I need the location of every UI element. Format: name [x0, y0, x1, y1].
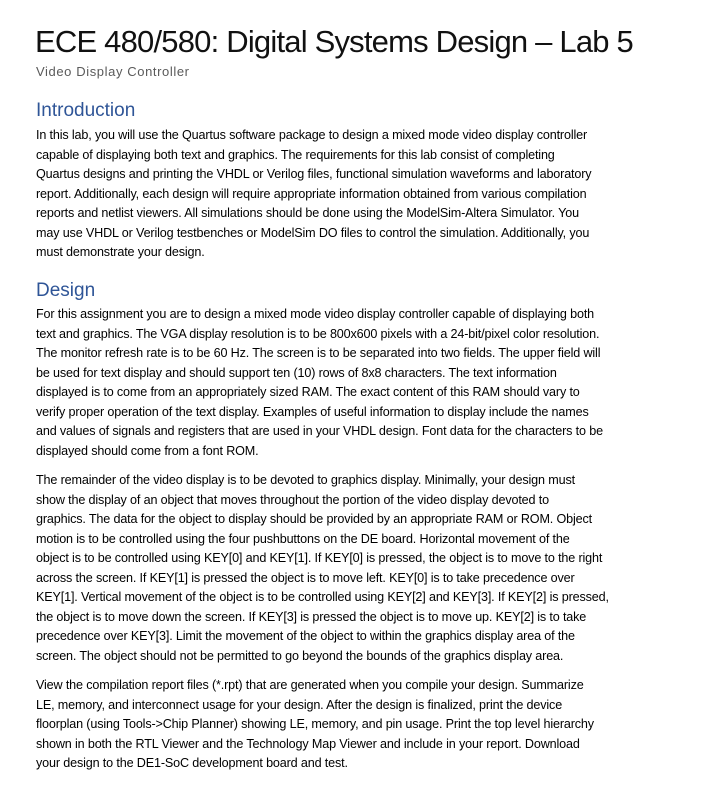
design-paragraph-graphics [36, 471, 609, 666]
text-line: screen. The object should not be permitted to go beyond the bounds of the graphics display area. [36, 648, 564, 663]
document-subtitle: Video Display Controller [36, 64, 190, 79]
design-paragraph-text-display [36, 305, 603, 461]
text-line: LE, memory, and interconnect usage for your design. After the design is finalized, print the device [36, 697, 563, 712]
text-line: verify proper operation of the text display. Examples of useful information to display include the names [36, 404, 589, 419]
text-line: and values of signals and registers that are used in your VHDL design. Font data for the characters to be [36, 424, 603, 438]
text-line: text and graphics. The VGA display resolution is to be 800x600 pixels with a 24-bit/pixel color resolution. [36, 326, 600, 341]
text-line: report. Additionally, each design will require appropriate information obtained from various compilation [36, 186, 587, 201]
text-line: be used for text display and should support ten (10) rows of 8x8 characters. The text information [36, 365, 557, 380]
design-paragraph-compilation [36, 676, 594, 774]
text-line: must demonstrate your design. [36, 245, 205, 259]
text-line: motion is to be controlled using the four pushbuttons on the DE board. Horizontal movement of the [36, 531, 570, 546]
text-line: The remainder of the video display is to be devoted to graphics display. Minimally, your design must [36, 473, 575, 487]
text-line: across the screen. If KEY[1] is pressed the object is to move left. KEY[0] is to take precedence over [36, 570, 575, 585]
text-line: The monitor refresh rate is to be 60 Hz. The screen is to be separated into two fields. The upper field will [36, 346, 601, 360]
text-line: For this assignment you are to design a mixed mode video display controller capable of displaying both [36, 307, 595, 321]
text-line: reports and netlist viewers. All simulations should be done using the ModelSim-Altera Simulator. You [36, 206, 579, 220]
text-line: your design to the DE1-SoC development board and test. [36, 756, 348, 770]
document-title: ECE 480/580: Digital Systems Design – Lab 5 [35, 24, 633, 59]
text-line: In this lab, you will use the Quartus software package to design a mixed mode video display controller [36, 128, 588, 142]
text-line: Quartus designs and printing the VHDL or Verilog files, functional simulation waveforms and laboratory [36, 167, 592, 181]
text-line: KEY[1]. Vertical movement of the object is to be controlled using KEY[2] and KEY[3]. If KEY[2] is pressed, [36, 590, 609, 604]
text-line: show the display of an object that moves throughout the portion of the video display devoted to [36, 492, 549, 507]
text-line: View the compilation report files (*.rpt) that are generated when you compile your design. Summarize [36, 678, 584, 692]
text-line: the object is to move down the screen. If KEY[3] is pressed the object is to move up. KEY[2] is to take [36, 609, 587, 624]
text-line: floorplan (using Tools->Chip Planner) showing LE, memory, and pin usage. Print the top level hierarchy [36, 717, 594, 731]
text-line: object is to be controlled using KEY[0] and KEY[1]. If KEY[0] is pressed, the object is to move to the right [36, 551, 603, 565]
text-line: capable of displaying both text and graphics. The requirements for this lab consist of completing [36, 147, 555, 162]
text-line: displayed is to come from an appropriately sized RAM. The exact content of this RAM should vary to [36, 385, 580, 399]
introduction-paragraph [36, 126, 591, 263]
text-line: may use VHDL or Verilog testbenches or ModelSim DO files to control the simulation. Additionally, you [36, 225, 590, 240]
text-line: precedence over KEY[3]. Limit the movement of the object to within the graphics display area of the [36, 629, 575, 643]
text-line: displayed should come from a font ROM. [36, 443, 259, 458]
text-line: shown in both the RTL Viewer and the Technology Map Viewer and include in your report. Download [36, 736, 580, 751]
heading-design: Design [36, 280, 96, 301]
text-line: graphics. The data for the object to display should be provided by an appropriate RAM or ROM. Object [36, 512, 592, 526]
heading-introduction: Introduction [36, 100, 136, 121]
